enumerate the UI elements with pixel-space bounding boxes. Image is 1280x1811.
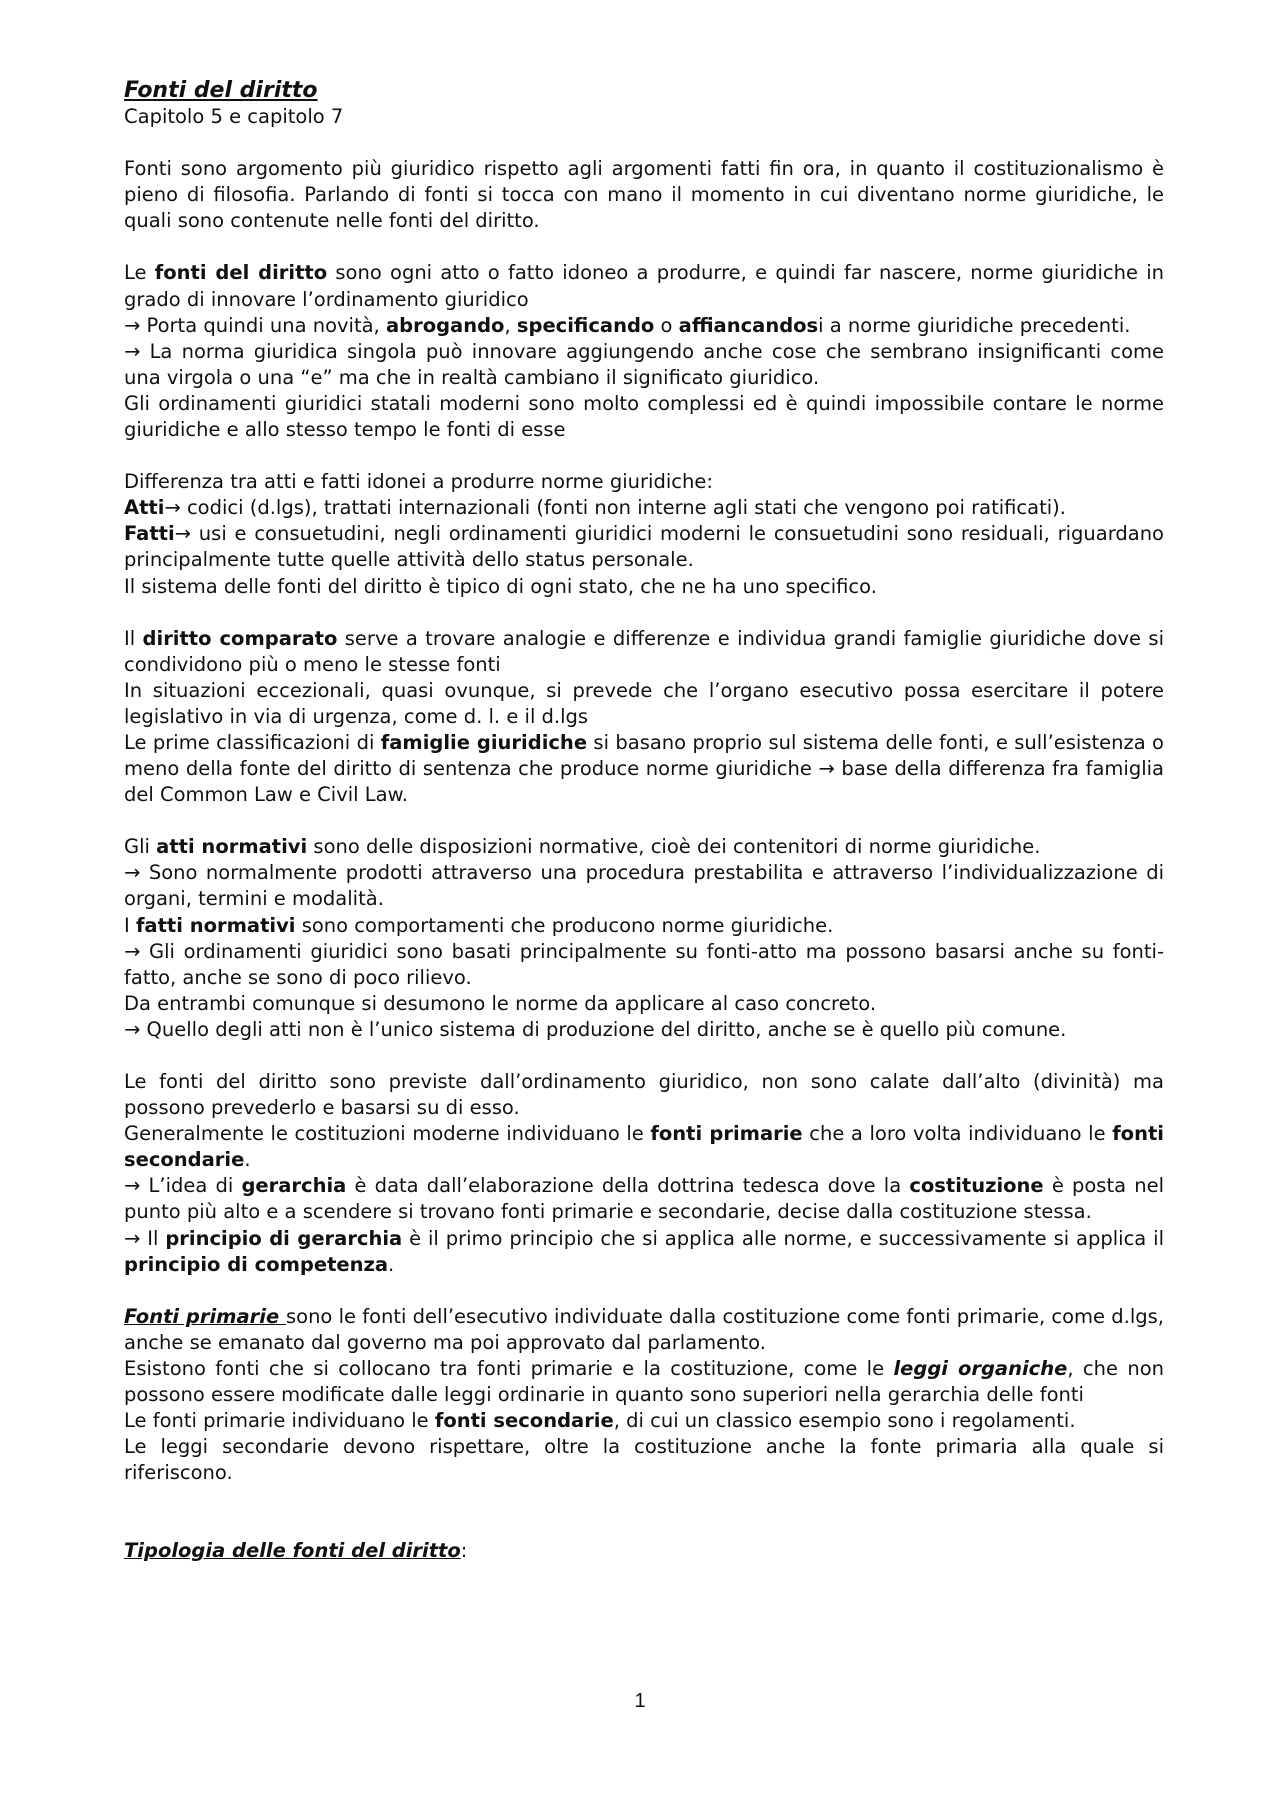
- document-title: Fonti del diritto: [124, 78, 318, 103]
- paragraph-fonti-secondarie: Le fonti primarie individuano le fonti secondarie, di cui un classico esempio sono i regolamenti.: [124, 1409, 1076, 1433]
- section-heading-tipologia: Tipologia delle fonti del diritto:: [124, 1539, 468, 1563]
- paragraph-single-norm: → La norma giuridica singola può innovare aggiungendo anche cose che sembrano insignificanti come una virgola o una “e” ma che in realtà cambiano il significato giuridico.: [124, 339, 1164, 389]
- paragraph-organic-laws: Esistono fonti che si collocano tra fonti primarie e la costituzione, come le leggi organiche, che non possono essere modificate dalle leggi ordinarie in quanto sono superiori nella gerarchia delle fonti: [124, 1356, 1164, 1407]
- paragraph-concrete-case: Da entrambi comunque si desumono le norme da applicare al caso concreto.: [124, 991, 877, 1015]
- document-subtitle: Capitolo 5 e capitolo 7: [124, 105, 344, 129]
- page-number: 1: [634, 1690, 646, 1712]
- paragraph-procedure: → Sono normalmente prodotti attraverso una procedura prestabilita e attraverso l’individualizzazione di organi, termini e modalità.: [124, 861, 1164, 911]
- paragraph-intro: Fonti sono argomento più giuridico rispetto agli argomenti fatti fin ora, in quanto il costituzionalismo è pieno di filosofia. Parlando di fonti si tocca con mano il momento in cui diventano norme giuridiche, le quali sono contenute nelle fonti del diritto.: [124, 157, 1164, 233]
- paragraph-principles: → Il principio di gerarchia è il primo principio che si applica alle norme, e successivamente si applica il principio di competenza.: [124, 1226, 1164, 1276]
- paragraph-normative-acts: Gli atti normativi sono delle disposizioni normative, cioè dei contenitori di norme giuridiche.: [124, 835, 1041, 859]
- paragraph-difference: Differenza tra atti e fatti idonei a produrre norme giuridiche:: [124, 470, 713, 494]
- paragraph-normative-facts: I fatti normativi sono comportamenti che producono norme giuridiche.: [124, 913, 834, 937]
- paragraph-novelty: → Porta quindi una novità, abrogando, specificando o affiancandosi a norme giuridiche precedenti.: [124, 313, 1131, 337]
- paragraph-secondary-laws: Le leggi secondarie devono rispettare, oltre la costituzione anche la fonte primaria alla quale si riferiscono.: [124, 1435, 1164, 1485]
- paragraph-hierarchy: → L’idea di gerarchia è data dall’elaborazione della dottrina tedesca dove la costituzione è posta nel punto più alto e a scendere si trovano fonti primarie e secondarie, decise dalla costituzione stessa.: [124, 1174, 1164, 1224]
- paragraph-atti: Atti→ codici (d.lgs), trattati internazionali (fonti non interne agli stati che vengono poi ratificati).: [124, 496, 1066, 520]
- paragraph-families: Le prime classificazioni di famiglie giuridiche si basano proprio sul sistema delle fonti, e sull’esistenza o meno della fonte del diritto di sentenza che produce norme giuridiche → base della differenza fra famiglia del Common Law e Civil Law.: [124, 730, 1164, 807]
- paragraph-fonti-primarie: Fonti primarie sono le fonti dell’esecutivo individuate dalla costituzione come fonti primarie, come d.lgs, anche se emanato dal governo ma poi approvato dal parlamento.: [124, 1304, 1164, 1354]
- paragraph-modern-constitutions: Generalmente le costituzioni moderne individuano le fonti primarie che a loro volta individuano le fonti secondarie.: [124, 1122, 1164, 1172]
- document-body: [124, 78, 1164, 1565]
- paragraph-not-unique: → Quello degli atti non è l’unico sistema di produzione del diritto, anche se è quello più comune.: [124, 1017, 1067, 1041]
- paragraph-definition: Le fonti del diritto sono ogni atto o fatto idoneo a produrre, e quindi far nascere, norme giuridiche in grado di innovare l’ordinamento giuridico: [124, 261, 1164, 311]
- paragraph-exceptional: In situazioni eccezionali, quasi ovunque, si prevede che l’organo esecutivo possa esercitare il potere legislativo in via di urgenza, come d. l. e il d.lgs: [124, 678, 1164, 728]
- paragraph-comparative: Il diritto comparato serve a trovare analogie e differenze e individua grandi famiglie giuridiche dove si condividono più o meno le stesse fonti: [124, 626, 1164, 676]
- paragraph-system: Il sistema delle fonti del diritto è tipico di ogni stato, che ne ha uno specifico.: [124, 574, 877, 598]
- paragraph-complexity: Gli ordinamenti giuridici statali moderni sono molto complessi ed è quindi impossibile contare le norme giuridiche e allo stesso tempo le fonti di esse: [124, 391, 1164, 442]
- paragraph-fonti-atto: → Gli ordinamenti giuridici sono basati principalmente su fonti-atto ma possono basarsi anche su fonti- fatto, anche se sono di poco rilievo.: [124, 939, 1164, 989]
- paragraph-fatti: Fatti→ usi e consuetudini, negli ordinamenti giuridici moderni le consuetudini sono residuali, riguardano principalmente tutte quelle attività dello status personale.: [124, 522, 1164, 572]
- paragraph-provided: Le fonti del diritto sono previste dall’ordinamento giuridico, non sono calate dall’alto (divinità) ma possono prevederlo e basarsi su di esso.: [124, 1070, 1164, 1120]
